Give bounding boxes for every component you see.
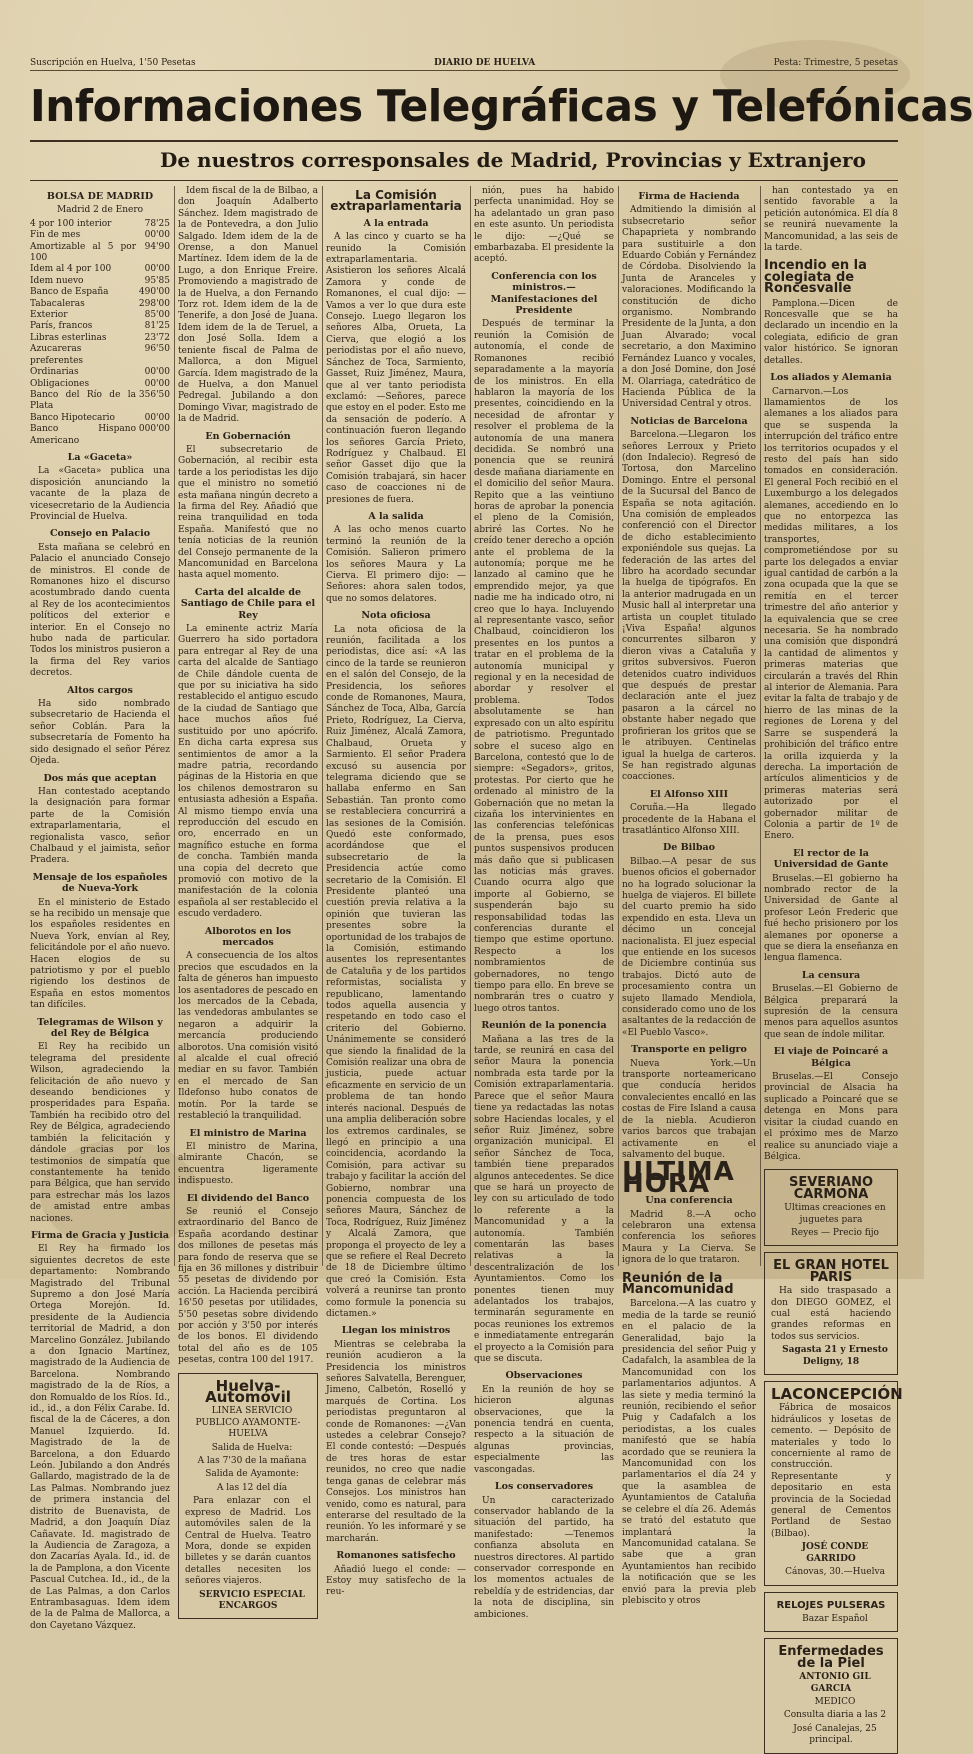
- stock-value: 00'00: [144, 367, 170, 378]
- stock-date: Madrid 2 de Enero: [56, 205, 144, 216]
- stock-name: Idem al 4 por 100: [30, 264, 112, 275]
- censura-heading: La censura: [801, 969, 861, 981]
- subhead: De nuestros corresponsales de Madrid, Provincias y Extranjero: [160, 148, 866, 172]
- stock-row: [30, 333, 170, 344]
- alborotos-heading: Alborotos en los mercados: [204, 925, 292, 948]
- relojes-ad: [764, 1592, 898, 1633]
- stock-row: [30, 344, 170, 367]
- stock-title: BOLSA DE MADRID: [46, 191, 154, 202]
- ad-schedule-line: A las 7'30 de la mañana: [197, 1456, 307, 1467]
- alborotos-text: A consecuencia de los altos precios que escudados en la falta de géneros han impuesto los asentadores de pescado en los mercados de la Cebada, las vendedoras ambulantes se negaron a adquirir la mercancía produciendo alborotos. Una comisión visitó al alcalde el cual ofreció mediar en su favor. También en el mercado de San Ildefonso hubo conatos de motín. Por la tarde se restableció la tranquilidad.: [178, 951, 318, 1122]
- stock-name: París, francos: [30, 321, 93, 332]
- subhead-rule: [30, 180, 898, 181]
- stock-value: 00'00: [144, 378, 170, 389]
- stock-value: 00'00: [144, 264, 170, 275]
- relojes-name: RELOJES PULSERAS: [776, 1599, 886, 1611]
- stock-row: [30, 379, 170, 390]
- stock-row: [30, 390, 170, 413]
- telegramas-heading: Telegramas de Wilson y del Rey de Bélgica: [37, 1016, 163, 1040]
- stock-value: 000'00: [138, 424, 170, 435]
- ponencia-text: Mañana a las tres de la tarde, se reunirá en casa del señor Maura la ponencia nombrada esta tarde por la Comisión extraparlamentaria. Parece que el señor Maura tiene ya redactadas las notas sobre Haciendas locales, y el señor Ruiz Jiménez, sobre organización municipal. El señor Sánchez de Toca, también tiene preparados algunos antecedentes. Se dice que se hará un proyecto de ley con su articulado de todo lo referente a la Mancomunidad y a la autonomía. También comentarán las bases relativas a la descentralización de los Ayuntamientos. Como los ponentes tienen muy adelantados los trabajos, terminarán seguramente en pocas reuniones los extremos e inmediatamente entregarán el proyecto a la Comisión para que se discuta.: [474, 1034, 614, 1365]
- column-3: [326, 186, 466, 1598]
- quarterly-price: Pesta: Trimestre, 5 pesetas: [773, 58, 898, 68]
- judicial-appointments-text: Idem fiscal de la de Bilbao, a don Joaquín Adalberto Sánchez. Idem magistrado de la de Pontevedra, a don Julio Salgado. Idem idem de la de Orense, a don Manuel Martínez. Idem idem de la de Lugo, a don Enrique Freire. Promoviendo a magistrado de la de Huelva, a don Fernando Torz rot. Idem idem de la de Tenerife, a don José de Juana. Idem idem de la de Teruel, a don José Solla. Idem a teniente fiscal de Palma de Mallorca, a don Miguel García. Idem magistrado de la de Huelva, a don Manuel Pedregal. Jubilando a don Domingo Vivar, magistrado de la de Madrid.: [178, 186, 318, 425]
- conferencia-heading: Conferencia con los ministros.— Manifestaciones del Presidente: [490, 270, 598, 317]
- stock-name: 4 por 100 interior: [30, 218, 112, 229]
- stock-value: 00'00: [144, 230, 170, 241]
- stock-name: Fin de mes: [30, 230, 81, 241]
- observaciones-heading: Observaciones: [505, 1370, 583, 1382]
- rector-heading: El rector de la Universidad de Gante: [773, 847, 889, 871]
- newspaper-name: DIARIO DE HUELVA: [434, 58, 536, 68]
- romanones-text: Añadió luego el conde: —Estoy muy satisfecho de la reu-: [326, 1564, 466, 1598]
- piel-address: José Canalejas, 25 principal.: [793, 1723, 877, 1746]
- conferencia-text: Después de terminar la reunión la Comisión de autonomía, el conde de Romanones recibió separadamente a la mayoría de los ministros. En ella hablaron la mayoría de los presentes, coincidiendo en la necesidad de afrontar y resolver el problema de la autonomía de una manera decidida. Se nombró una ponencia que se reunirá desde mañana diariamente en el domicilio del señor Maura. Repito que a las veintiuno horas de aprobar la ponencia el pleno de la Comisión, abriré las Cortes. No he creído tener derecho a opción ante el problema de la autonomía; porque me he lanzado al camino que he emprendido mejor, ya que nadie me ha indicado otro, ni creo que lo haya. Incluyendo al representante vasco, señor Chalbaud, coincidieron los presentes en los puntos a tratar en el problema de la autonomía municipal y regional y en la necesidad de abordar y resolver el problema. Todos absolutamente se han expresado con un alto espíritu de patriotismo. Preguntado sobre el suceso algo en Barcelona, contestó que lo de siempre: «Segadors», gritos, protestas. Por cierto que he ordenado al ministro de la Gobernación que no metan la cizaña los intervinientes en las conferencias telefónicas de la prensa, pues esos puntos suspensivos producen más daño que si publicasen las noticias más graves. Cuando ocurra algo que importe al Gobierno, se suspenderán bajo su responsabilidad todas las conferencias durante el tiempo que estime oportuno. Respecto a los nombramientos de gobernadores, no tengo tiempo para ello. En breve se nombrarán tres o cuatro y luego otros tantos.: [474, 319, 614, 1014]
- stock-value: 298'00: [138, 298, 170, 309]
- stock-row: [30, 413, 170, 424]
- stock-value: 23'72: [144, 332, 170, 343]
- stock-name: Obligaciones: [30, 378, 90, 389]
- gobernacion-heading: En Gobernación: [205, 430, 291, 442]
- transporte-heading: Transporte en peligro: [631, 1044, 747, 1056]
- bilbao-text: Bilbao.—A pesar de sus buenos oficios el gobernador no ha logrado solucionar la huelga de viajeros. El billete del cuarto premio ha sido expendido en esta. Lleva un décimo un concejal nacionalista. El juez especial que entiende en los sucesos de Diciembre continúa sus trabajos. Dictó auto de procesamiento contra un sujeto llamado Mendiola, considerado como uno de los asaltantes de la redacción de «El Pueblo Vasco».: [622, 856, 756, 1038]
- ad-footer: SERVICIO ESPECIAL ENCARGOS: [199, 1589, 305, 1611]
- stock-table: [30, 219, 170, 447]
- masthead-rule: [30, 140, 898, 142]
- consejo-text: Esta mañana se celebró en Palacio el anunciado Consejo de ministros. El conde de Romanones hizo el discurso acostumbrado dando cuenta al Rey de los acontecimientos políticos del exterior e interior. En el Consejo no hubo nada de particular. Todos los ministros pusieron a la firma del Rey varios decretos.: [30, 542, 170, 679]
- carmona-name: SEVERIANO CARMONA: [788, 1175, 874, 1202]
- mancomunidad-text: Barcelona.—A las cuatro y media de la tarde se reunió en el palacio de la Generalidad, bajo la presidencia del señor Puig y Cadafalch, la asamblea de la Mancomunidad con los parlamentarios adjuntos. A las siete y media terminó la reunión, recibiendo el señor Puig y Cadafalch a los periodistas, a los cuales manifestó que se había acordado que se reuniera la Mancomunidad con los parlamentarios el día 24 y que la asamblea de Ayuntamientos de Cataluña se celebre el día 26. Además se trató del estatuto que implantará la Mancomunidad catalana. Se sabe que a gran Ayuntamientos han recibido la notificación que se les envió para la previa pleb plebiscito y otros: [622, 1299, 756, 1606]
- stock-row: [30, 219, 170, 230]
- aceptan-heading: Dos más que aceptan: [43, 772, 157, 784]
- stock-name: Banco de España: [30, 287, 109, 298]
- column-divider: [760, 186, 761, 1266]
- stock-name: Banco Hispano Americano: [30, 424, 136, 446]
- poincare-heading: El viaje de Poincaré a Bélgica: [773, 1046, 889, 1069]
- incendio-heading: Incendio en la colegiata de Roncesvalle: [764, 258, 867, 297]
- masthead: Informaciones Telegráficas y Telefónicas: [30, 81, 973, 132]
- stock-value: 78'25: [144, 218, 170, 229]
- carta-heading: Carta del alcalde de Santiago de Chile para el Rey: [180, 586, 316, 621]
- ad-title: Huelva-Automóvil: [205, 1376, 291, 1407]
- gaceta-text: La «Gaceta» publica una disposición anunciando la vacante de la plaza de vicesecretario de la Audiencia Provincial de Huelva.: [30, 466, 170, 522]
- alfonso-text: Coruña.—Ha llegado procedente de la Habana el trasatlántico Alfonso XIII.: [622, 803, 756, 836]
- una-conferencia-heading: Una conferencia: [645, 1195, 733, 1207]
- concepcion-address: Cánovas, 30.—Huelva: [785, 1567, 885, 1578]
- mancomunidad-heading: Reunión de la Mancomunidad: [622, 1270, 734, 1297]
- altos-heading: Altos cargos: [67, 684, 133, 696]
- ad-schedule-line: A las 12 del día: [216, 1482, 288, 1493]
- dividendo-text: Se reunió el Consejo extraordinario del Banco de España acordando destinar dos millones de pesetas más para fondo de reserva que se fija en 36 millones y distribuir 55 pesetas de dividendo por acción. La Hacienda percibirá 16'50 pesetas por utilidades, 5'50 pesetas sobre dividendo por acción y 3'50 por interés de los bonos. El dividendo total del año es de 105 pesetas, contra 100 del 1917.: [178, 1206, 318, 1366]
- piel-ad: [764, 1638, 898, 1753]
- telegramas-text: El Rey ha recibido un telegrama del presidente Wilson, agradeciendo la felicitación de año nuevo y deseando bendiciones y prosperidades para España. También ha recibido otro del Rey de Bélgica, agradeciendo también la felicitación y dándole gracias por los testimonios de simpatía que constantemente ha tenido para Bélgica, que han servido para estrechar más los lazos de amistad entre ambas naciones.: [30, 1042, 170, 1224]
- hacienda-text: Admitiendo la dimisión al subsecretario señor Chapaprieta y nombrando para sustituirle a don Eduardo Cobián y Fernández de Córdoba. Disolviendo la Junta de Aranceles y valoraciones. Modificando la constitución de dicho organismo. Nombrando Presidente de la Junta, a don Juan Alvarado; vocal secretario, a don Maximino Fernández Luanco y vocales, a don José Domine, don José M. Olarriaga, catedrático de Hacienda Pública de la Universidad Central y otros.: [622, 205, 756, 410]
- llegan-text: Mientras se celebraba la reunión acudieron a la Presidencia los ministros señores Salvatella, Berenguer, Jimeno, Calbetón, Roselló y marqués de Cortina. Los periodistas preguntaron al conde de Romanones: —¿Van ustedes a celebrar Consejo? El conde contestó: —Después de tres horas de estar reunidos, no creo que nadie tenga ganas de celebrar más Consejos. Los ministros han venido, como es natural, para enterarse del resultado de la reunión. Yo les informaré y se marcharán.: [326, 1339, 466, 1544]
- stock-value: 85'00: [144, 310, 170, 321]
- stock-name: Banco Hipotecario: [30, 412, 115, 423]
- column-2: [178, 186, 318, 1611]
- comision-title: La Comisión extraparlamentaria: [330, 188, 462, 214]
- romanones-heading: Romanones satisfecho: [336, 1550, 456, 1562]
- stock-row: [30, 242, 170, 265]
- huelva-automovil-ad: [178, 1373, 318, 1620]
- stock-row: [30, 287, 170, 298]
- ad-schedule-line: Salida de Ayamonte:: [205, 1469, 299, 1480]
- nota-text: La nota oficiosa de la reunión, facilitada a los periodistas, dice así: «A las cinco de la tarde se reunieron en el salón del Consejo, de la Presidencia, los señores conde de Romanones, Maura, Sánchez de Toca, Alba, García Prieto, Rodríguez, La Cierva, Ruiz Jiménez, Alcalá Zamora, Chalbaud, Orueta y Sarmiento. El señor Pradera excusó su ausencia por telegrama diciendo que se hallaba enfermo en San Sebastián. Tan pronto como se restableciera concurrirá a las sesiones de la Comisión. Quedó este conformado, acordándose que el subsecretario de la Presidencia actúe como secretario de la Comisión. El Presidente planteó una cuestión previa relativa a la opinión que tuvieran las presentes sobre la oportunidad de los trabajos de la Comisión, estimando ausentes los representantes de Cataluña y de los partidos reformistas, socialista y republicano, lamentando todos aquella ausencia y respetando en todo caso el criterio del Gobierno. Unánimemente se consideró que siendo la finalidad de la Comisión realizar una obra de justicia, puede actuar eficazmente en servicio de un problema de tan hondo interés nacional. Después de una amplia deliberación sobre los extremos cardinales, se llegó en principio a una coincidencia, acordando la Comisión, para activar su trabajo y facilitar la acción del Gobierno, nombrar una ponencia compuesta de los señores Maura, Sánchez de Toca, Rodríguez, Ruiz Jiménez y Alcalá Zamora, que proponga el proyecto de ley a que se refiere el Real Decreto de 18 de Diciembre último que creó la Comisión. Esta volverá a reunirse tan pronto como formule la ponencia su dictamen.»: [326, 624, 466, 1319]
- stock-value: 95'85: [144, 275, 170, 286]
- llegan-heading: Llegan los ministros: [341, 1325, 451, 1337]
- hotel-paris-ad: [764, 1252, 898, 1375]
- concepcion-owner: JOSÉ CONDE GARRIDO: [801, 1542, 869, 1564]
- aliados-heading: Los aliados y Alemania: [770, 372, 892, 384]
- entrada-text: A las cinco y cuarto se ha reunido la Comisión extraparlamentaria. Asistieron los señores Alcalá Zamora y conde de Romanones, el cual dijo: —Vamos a ver lo que dura este Consejo. Luego llegaron los señores Alba, Orueta, La Cierva, que elogió a los periodistas por el año nuevo, Sánchez de Toca, Sarmiento, Gasset, Ruiz Jiménez, Maura, que al ver tanto periodista exclamó: —Señores, parece que estoy en el poder. Esto me da sensación de poderío. A continuación fueron llegando los señores García Prieto, Rodríguez y Chalbaud. El señor Gasset dijo que la Comisión trabajará, sin hacer caso de coacciones ni de presiones de fuera.: [326, 232, 466, 505]
- salida-text: A las ocho menos cuarto terminó la reunión de la Comisión. Salieron primero los señores Maura y La Cierva. El primero dijo: —Señores: ahora salen todos, que no somos delatores.: [326, 525, 466, 604]
- continuation-text: nión, pues ha habido perfecta unanimidad. Hoy se ha adelantado un gran paso en este asunto. Un periodista le dijo: —¿Qué se embarbazaba. El presidente la aceptó.: [474, 186, 614, 265]
- mensaje-text: En el ministerio de Estado se ha recibido un mensaje que los españoles residentes en Nueva York, envían al Rey, felicitándole por el año nuevo. Hacen elogios de su patriotismo y por el pueblo rigiendo los destinos de España en estos momentos tan difíciles.: [30, 897, 170, 1011]
- rector-text: Bruselas.—El gobierno ha nombrado rector de la Universidad de Gante al profesor León Frederic que fué hecho prisionero por los alemanes por oponerse a que se diera la enseñanza en lengua flamenca.: [764, 873, 898, 964]
- header-strip: [30, 56, 898, 71]
- ad-schedule-line: Salida de Huelva:: [211, 1442, 293, 1453]
- piel-role: MEDICO: [814, 1696, 856, 1707]
- stock-name: Idem nuevo: [30, 275, 84, 286]
- stock-value: 490'00: [138, 287, 170, 298]
- column-divider: [322, 186, 323, 1266]
- transporte-text: Nueva York.—Un transporte norteamericano que conducía heridos convalecientes encalló en las costas de Fire Island a causa de la niebla. Acudieron varios barcos que trabajan activamente en el salvamento del buque.: [622, 1058, 756, 1160]
- column-6: [764, 186, 903, 1746]
- ultima-hora-heading: ULTIMA HORA: [622, 1157, 735, 1199]
- altos-text: Ha sido nombrado subsecretario de Hacienda el señor Coblán. Para la subsecretaría de Fomento ha sido designado el señor Pérez Ojeda.: [30, 699, 170, 767]
- ad-text: Para enlazar con el expreso de Madrid. Los automóviles salen de la Central de Huelva. Teatro Mora, donde se expiden billetes y se darán cuantos detalles necesiten los señores viajeros.: [185, 1496, 311, 1587]
- bilbao-heading: De Bilbao: [663, 842, 715, 854]
- stock-name: Libras esterlinas: [30, 332, 107, 343]
- column-4: [474, 186, 615, 1620]
- observaciones-text: En la reunión de hoy se hicieron algunas observaciones, que la ponencia tendrá en cuenta, respecto a la situación de algunas provincias, especialmente las vascongadas.: [474, 1384, 614, 1475]
- barcelona-text: Barcelona.—Llegaron los señores Lerroux y Prieto (don Indalecio). Regresó de Tortosa, don Marcelino Domingo. Entre el personal de la Sucursal del Banco de España se nota agitación. Una comisión de empleados conferenció con el Director de dicho establecimiento exponiéndole sus quejas. La federación de las artes del libro ha acordado secundar la huelga de tipógrafos. En la anterior madrugada en un Music hall al interpretar una artista un couplet titulado ¡Viva España! algunos concurrentes silbaron y dieron vivas a Cataluña y gritos subversivos. Fueron detenidos cuatro individuos que después de prestar declaración ante el juez pasaron a la cárcel no obstante haber negado que profirieran los gritos que se le atribuyen. Centinelas igual la huelga de carteros. Se han registrado algunas coacciones.: [622, 430, 756, 783]
- stock-name: Ordinarias: [30, 367, 79, 378]
- stock-name: Tabacaleras: [30, 298, 85, 309]
- stock-value: 94'90: [144, 241, 170, 252]
- ad-schedule: [185, 1443, 311, 1495]
- stock-row: [30, 310, 170, 321]
- stock-name: Azucareras preferentes: [30, 344, 84, 366]
- conservadores-heading: Los conservadores: [494, 1481, 594, 1493]
- gaceta-heading: La «Gaceta»: [67, 451, 133, 463]
- stock-row: [30, 367, 170, 378]
- marina-text: El ministro de Marina, almirante Chacón, se encuentra ligeramente indispuesto.: [178, 1141, 318, 1187]
- incendio-text: Pamplona.—Dicen de Roncesvalle que se ha declarado un incendio en la colegiata, edificio de gran valor histórico. Se ignoran detalles.: [764, 298, 898, 366]
- piel-text: Consulta diaria a las 2: [783, 1710, 887, 1721]
- column-5: [622, 186, 756, 1606]
- conservadores-text: Un caracterizado conservador hablando de la situación del partido, ha manifestado: —Tenemos confianza absoluta en nuestros directores. Al partido conservador corresponde en los momentos actuales de rebeldía y de estridencias, dar la nota de disciplina, sin ambiciones.: [474, 1495, 615, 1620]
- aliados-text: Carnarvon.—Los llamamientos de los alemanes a los aliados para que se suspenda la interrupción del tráfico entre los territorios ocupados y el resto del país han sido tomados en consideración. El general Foch recibió en el Luxemburgo a los delegados alemanes, accediendo en lo que no entorpezca las medidas militares, a los transportes, comprometiéndose por su parte los delegados a enviar igual cantidad de carbón a la zona ocupada que la que se remitía en el tercer trimestre del año anterior y la equivalencia que se cree necesaria. Se ha nombrado una comisión que dispondrá la cantidad de alimentos y primeras materias que circularán a través del Rhin al interior de Alemania. Para evitar la falta de trabajo y de hierro de las minas de la regiones de Lorena y del Sarre se suspenderá la prohibición del tráfico entre la orilla izquierda y la derecha. La importación de artículos alimenticios y de primeras materias será autorizado por el gobernador militar de Colonia a partir de 1º de Enero.: [764, 386, 898, 842]
- concepcion-text: Fábrica de mosaicos hidráulicos y losetas de cemento. — Depósito de materiales y todo lo concerniente al ramo de construcción. Representante y depositario en esta provincia de la Sociedad general de Cementos Portland de Sestao (Bilbao).: [771, 1403, 891, 1539]
- nota-heading: Nota oficiosa: [361, 610, 431, 622]
- hotel-address: Sagasta 21 y Ernesto Deligny, 18: [782, 1345, 888, 1367]
- stock-row: [30, 230, 170, 241]
- poincare-text: Bruselas.—El Consejo provincial de Alsacia ha suplicado a Poincaré que se detenga en Mons para visitar la ciudad cuando en el próximo mes de Marzo realice su anunciado viaje a Bélgica.: [764, 1072, 898, 1162]
- consejo-heading: Consejo en Palacio: [49, 528, 151, 540]
- column-divider: [174, 186, 175, 1266]
- subscription-price: Suscripción en Huelva, 1'50 Pesetas: [30, 58, 196, 68]
- carmona-line1: Ultimas creaciones en juguetes para: [784, 1203, 886, 1225]
- gobernacion-text: El subsecretario de Gobernación, al recibir esta tarde a los periodistas les dijo que el ministro no sometió esta mañana ningún decreto a la firma del Rey. Añadió que reina tranquilidad en toda España. Manifestó que no tenía noticias de la reunión del Consejo permanente de la Mancomunidad en Barcelona hasta aquel momento.: [178, 444, 318, 581]
- salida-heading: A la salida: [368, 510, 424, 522]
- ponencia-heading: Reunión de la ponencia: [481, 1020, 607, 1032]
- stock-name: Exterior: [30, 310, 68, 321]
- stock-row: [30, 321, 170, 332]
- alfonso-heading: El Alfonso XIII: [649, 788, 729, 800]
- carmona-line2: Reyes — Precio fijo: [791, 1227, 879, 1238]
- stock-value: 81'25: [144, 321, 170, 332]
- stock-name: Amortizable al 5 por 100: [30, 241, 136, 264]
- column-divider: [618, 186, 619, 1266]
- stock-value: 00'00: [144, 412, 170, 423]
- column-1: [30, 186, 170, 1631]
- stock-row: [30, 424, 170, 447]
- aceptan-text: Han contestado aceptando la designación para formar parte de la Comisión extraparlamentaria, el regionalista vasco, señor Chalbaud y el jaimista, señor Pradera.: [30, 786, 170, 866]
- carta-text: La eminente actriz María Guerrero ha sido portadora para entregar al Rey de una carta del alcalde de Santiago de Chile dándole cuenta de que por su iniciativa ha sido restablecido el antiguo escudo de la ciudad de Santiago que hace muchos años fué sustituido por uno apócrifo. En dicha carta expresa sus sentimientos de amor a la madre patria, recordando páginas de la Historia en que los chilenos demostraron su entusiasta adhesión a España. Al mismo tiempo envía una reproducción del escudo en oro, encerrado en un magnífico estuche en forma de concha. También manda una copia del decreto que promovió con motivo de la manifestación de la colonia española al ser restablecido el escudo verdadero.: [178, 624, 318, 920]
- censura-text: Bruselas.—El Gobierno de Bélgica preparará la supresión de la censura menos para aquellos asuntos que sean de índole militar.: [764, 984, 898, 1040]
- firma-heading: Firma de Gracia y Justicia: [30, 1229, 170, 1241]
- mancomunidad-continuation: han contestado ya en sentido favorable a la petición autonómica. El día 8 se reunirá nuevamente la Mancomunidad, a las seis de la tarde.: [764, 186, 898, 254]
- piel-name: Enfermedades de la Piel: [778, 1644, 884, 1671]
- ad-subtitle: LINEA SERVICIO PUBLICO AYAMONTE-HUELVA: [195, 1406, 301, 1440]
- entrada-heading: A la entrada: [363, 217, 429, 229]
- stock-row: [30, 276, 170, 287]
- concepcion-name: LACONCEPCIÓN: [771, 1385, 903, 1403]
- stock-name: Banco del Río de la Plata: [30, 389, 136, 412]
- mensaje-heading: Mensaje de los españoles de Nueva-York: [32, 871, 168, 895]
- stock-value: 96'50: [144, 344, 170, 355]
- una-conferencia-text: Madrid 8.—A ocho celebraron una extensa conferencia los señores Maura y La Cierva. Se ignora de lo que trataron.: [622, 1209, 756, 1266]
- hotel-text: Ha sido traspasado a don DIEGO GOMEZ, el cual está haciendo grandes reformas en todos sus servicios.: [771, 1286, 891, 1342]
- stock-row: [30, 299, 170, 310]
- stock-value: 356'50: [138, 389, 170, 400]
- hacienda-heading: Firma de Hacienda: [638, 191, 740, 202]
- marina-heading: El ministro de Marina: [189, 1127, 307, 1139]
- dividendo-heading: El dividendo del Banco: [186, 1192, 310, 1204]
- firma-text: El Rey ha firmado los siguientes decretos de este departamento: Nombrando Magistrado del Tribunal Supremo a don José María Ortega Morejón. Id. presidente de la Audiencia territorial de Madrid, a don Marcelino González. Jubilando a don Ignacio Martínez, magistrado de la Audiencia de Barcelona. Nombrando magistrado de la de Ríos, a don Romualdo de los Ríos. Id., id., id., a don Félix Carabe. Id. fiscal de la de Cáceres, a don Manuel Izquierdo. Id. Magistrado de la de Barcelona, a don Eduardo León. Jubilando a don Andrés Gallardo, magistrado de la de Las Palmas. Nombrando juez de primera instancia del distrito de Buenavista, de Madrid, a don Joaquín Díaz Cañavate. Id. magistrado de la Audiencia de Zaragoza, a don Zacarías Ayala. Id., id. de la de Pamplona, a don Vicente Pascual Cutchea. Id., id., de la de Las Palmas, a don Carlos Entrambasaguas. Idem idem de la de Palma de Mallorca, a don Cayetano Vázquez.: [30, 1244, 170, 1631]
- relojes-sub: Bazar Español: [802, 1613, 868, 1624]
- barcelona-heading: Noticias de Barcelona: [630, 415, 748, 427]
- hotel-name: EL GRAN HOTEL PARIS: [773, 1258, 889, 1285]
- concepcion-ad: [764, 1381, 903, 1586]
- column-divider: [470, 186, 471, 1266]
- piel-doctor: ANTONIO GIL GARCIA: [799, 1672, 871, 1694]
- stock-row: [30, 264, 170, 275]
- carmona-ad: [764, 1169, 898, 1246]
